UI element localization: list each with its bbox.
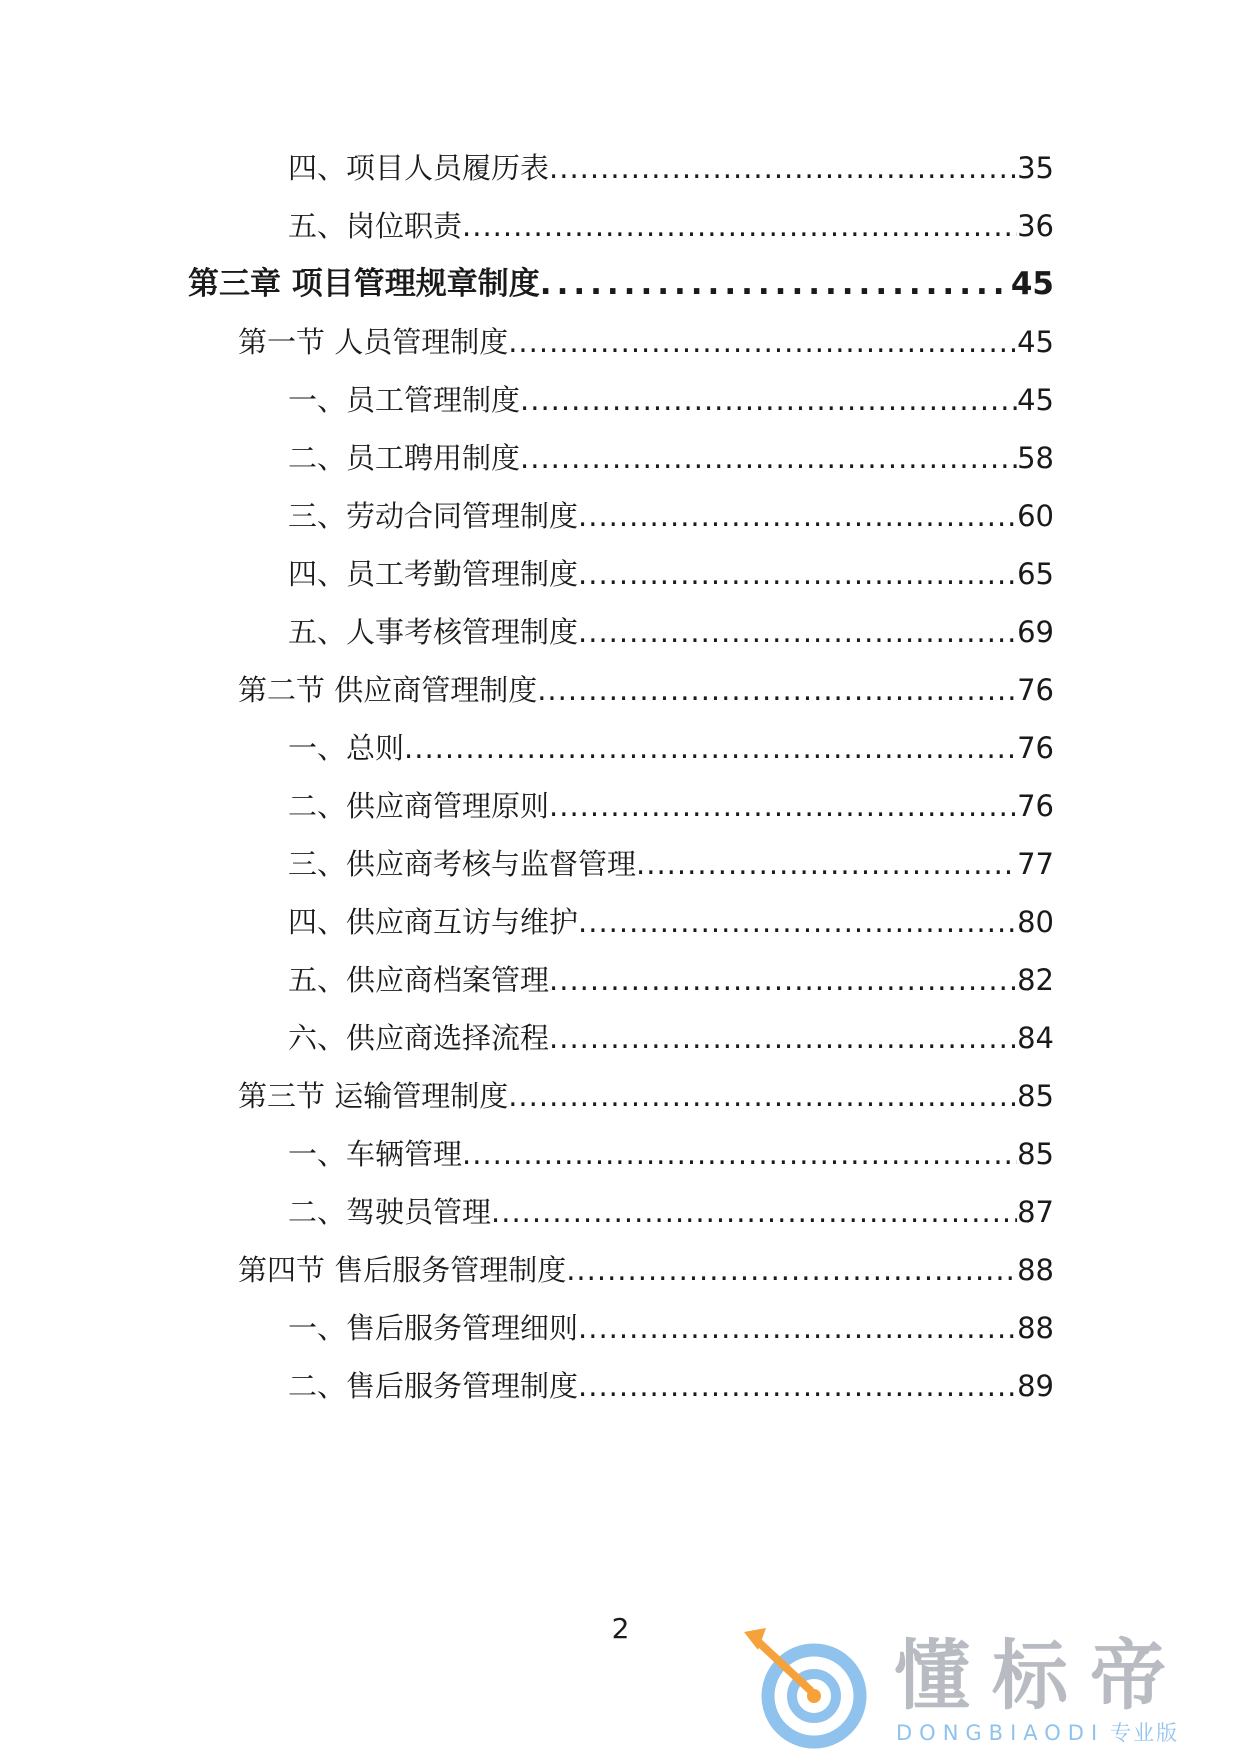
toc-dot-leader — [566, 1248, 1017, 1292]
toc-entry[interactable] — [288, 726, 1054, 770]
toc-entry-page: 69 — [1017, 615, 1054, 649]
toc-dot-leader — [549, 146, 1017, 190]
toc-dot-leader — [404, 726, 1017, 770]
toc-dot-leader — [462, 204, 1017, 248]
toc-dot-leader — [578, 1306, 1017, 1350]
toc-entry-page: 80 — [1017, 905, 1054, 939]
toc-entry-page: 89 — [1017, 1369, 1054, 1403]
toc-dot-leader — [508, 1074, 1017, 1118]
toc-entry-title: 一、总则 — [288, 731, 405, 765]
toc-entry-page: 82 — [1017, 963, 1054, 997]
toc-entry-title: 一、售后服务管理细则 — [288, 1311, 579, 1345]
toc-entry-title: 第一节 人员管理制度 — [238, 325, 509, 359]
toc-entry-page: 76 — [1017, 731, 1054, 765]
toc-entry-page: 45 — [1017, 383, 1054, 417]
toc-section-entry[interactable] — [238, 320, 1054, 364]
toc-dot-leader — [578, 1364, 1017, 1408]
toc-dot-leader — [636, 842, 1017, 886]
toc-dot-leader — [520, 378, 1017, 422]
toc-dot-leader — [537, 668, 1017, 712]
toc-entry[interactable] — [288, 436, 1054, 480]
watermark — [744, 1626, 1224, 1752]
toc-dot-leader — [540, 262, 1011, 306]
toc-dot-leader — [578, 552, 1017, 596]
toc-entry-title: 四、员工考勤管理制度 — [288, 557, 579, 591]
toc-entry-page: 84 — [1017, 1021, 1054, 1055]
toc-section-entry[interactable] — [238, 668, 1054, 712]
toc-entry[interactable] — [288, 1306, 1054, 1350]
toc-dot-leader — [549, 1016, 1017, 1060]
toc-entry-title: 第四节 售后服务管理制度 — [238, 1253, 567, 1287]
toc-entry-page: 88 — [1017, 1311, 1054, 1345]
toc-entry[interactable] — [288, 1364, 1054, 1408]
watermark-badge: 专业版 — [1110, 1721, 1180, 1745]
toc-entry[interactable] — [288, 958, 1054, 1002]
toc-entry[interactable] — [288, 610, 1054, 654]
toc-entry-title: 二、供应商管理原则 — [288, 789, 550, 823]
toc-entry-title: 二、售后服务管理制度 — [288, 1369, 579, 1403]
toc-entry-title: 第三章 项目管理规章制度 — [188, 266, 540, 302]
toc-entry-title: 第三节 运输管理制度 — [238, 1079, 509, 1113]
toc-entry-title: 一、车辆管理 — [288, 1137, 463, 1171]
toc-entry-title: 三、供应商考核与监督管理 — [288, 847, 637, 881]
toc-chapter-entry[interactable] — [188, 262, 1054, 306]
watermark-subtitle — [896, 1720, 1179, 1746]
toc-dot-leader — [578, 610, 1017, 654]
watermark-title: 懂标帝 — [894, 1631, 1188, 1720]
toc-entry-title: 二、驾驶员管理 — [288, 1195, 492, 1229]
toc-entry-page: 45 — [1017, 325, 1054, 359]
toc-entry-title: 四、项目人员履历表 — [288, 151, 550, 185]
toc-entry-page: 45 — [1010, 266, 1054, 302]
toc-entry-title: 三、劳动合同管理制度 — [288, 499, 579, 533]
toc-entry-page: 87 — [1017, 1195, 1054, 1229]
toc-entry[interactable] — [288, 204, 1054, 248]
toc-dot-leader — [578, 900, 1017, 944]
toc-dot-leader — [549, 958, 1017, 1002]
toc-section-entry[interactable] — [238, 1074, 1054, 1118]
toc-entry-page: 76 — [1017, 673, 1054, 707]
watermark-subtitle-text: DONGBIAODI — [896, 1721, 1105, 1745]
toc-entry-page: 58 — [1017, 441, 1054, 475]
toc-entry-page: 88 — [1017, 1253, 1054, 1287]
target-logo-icon — [744, 1626, 874, 1752]
toc-entry[interactable] — [288, 146, 1054, 190]
toc-entry-title: 五、岗位职责 — [288, 209, 463, 243]
toc-entry-title: 四、供应商互访与维护 — [288, 905, 579, 939]
toc-entry-page: 65 — [1017, 557, 1054, 591]
toc-entry-title: 一、员工管理制度 — [288, 383, 521, 417]
toc-entry-title: 五、供应商档案管理 — [288, 963, 550, 997]
toc-entry[interactable] — [288, 842, 1054, 886]
toc-entry-page: 77 — [1017, 847, 1054, 881]
toc-entry[interactable] — [288, 1132, 1054, 1176]
toc-entry[interactable] — [288, 552, 1054, 596]
toc-entry[interactable] — [288, 378, 1054, 422]
toc-entry[interactable] — [288, 1190, 1054, 1234]
toc-dot-leader — [462, 1132, 1017, 1176]
toc-dot-leader — [508, 320, 1017, 364]
toc-entry[interactable] — [288, 900, 1054, 944]
toc-entry-page: 85 — [1017, 1137, 1054, 1171]
toc-entry-title: 五、人事考核管理制度 — [288, 615, 579, 649]
toc-entry-page: 36 — [1017, 209, 1054, 243]
toc-entry-title: 六、供应商选择流程 — [288, 1021, 550, 1055]
toc-entry[interactable] — [288, 784, 1054, 828]
toc-entry-page: 60 — [1017, 499, 1054, 533]
toc-dot-leader — [578, 494, 1017, 538]
toc-entry-page: 76 — [1017, 789, 1054, 823]
toc-dot-leader — [520, 436, 1017, 480]
toc-entry-title: 二、员工聘用制度 — [288, 441, 521, 475]
toc-entry[interactable] — [288, 1016, 1054, 1060]
toc-section-entry[interactable] — [238, 1248, 1054, 1292]
toc-entry-page: 35 — [1017, 151, 1054, 185]
toc-dot-leader — [491, 1190, 1017, 1234]
page-number: 2 — [611, 1612, 630, 1645]
toc-entry-title: 第二节 供应商管理制度 — [238, 673, 538, 707]
toc-entry-page: 85 — [1017, 1079, 1054, 1113]
toc-entry[interactable] — [288, 494, 1054, 538]
toc-dot-leader — [549, 784, 1017, 828]
